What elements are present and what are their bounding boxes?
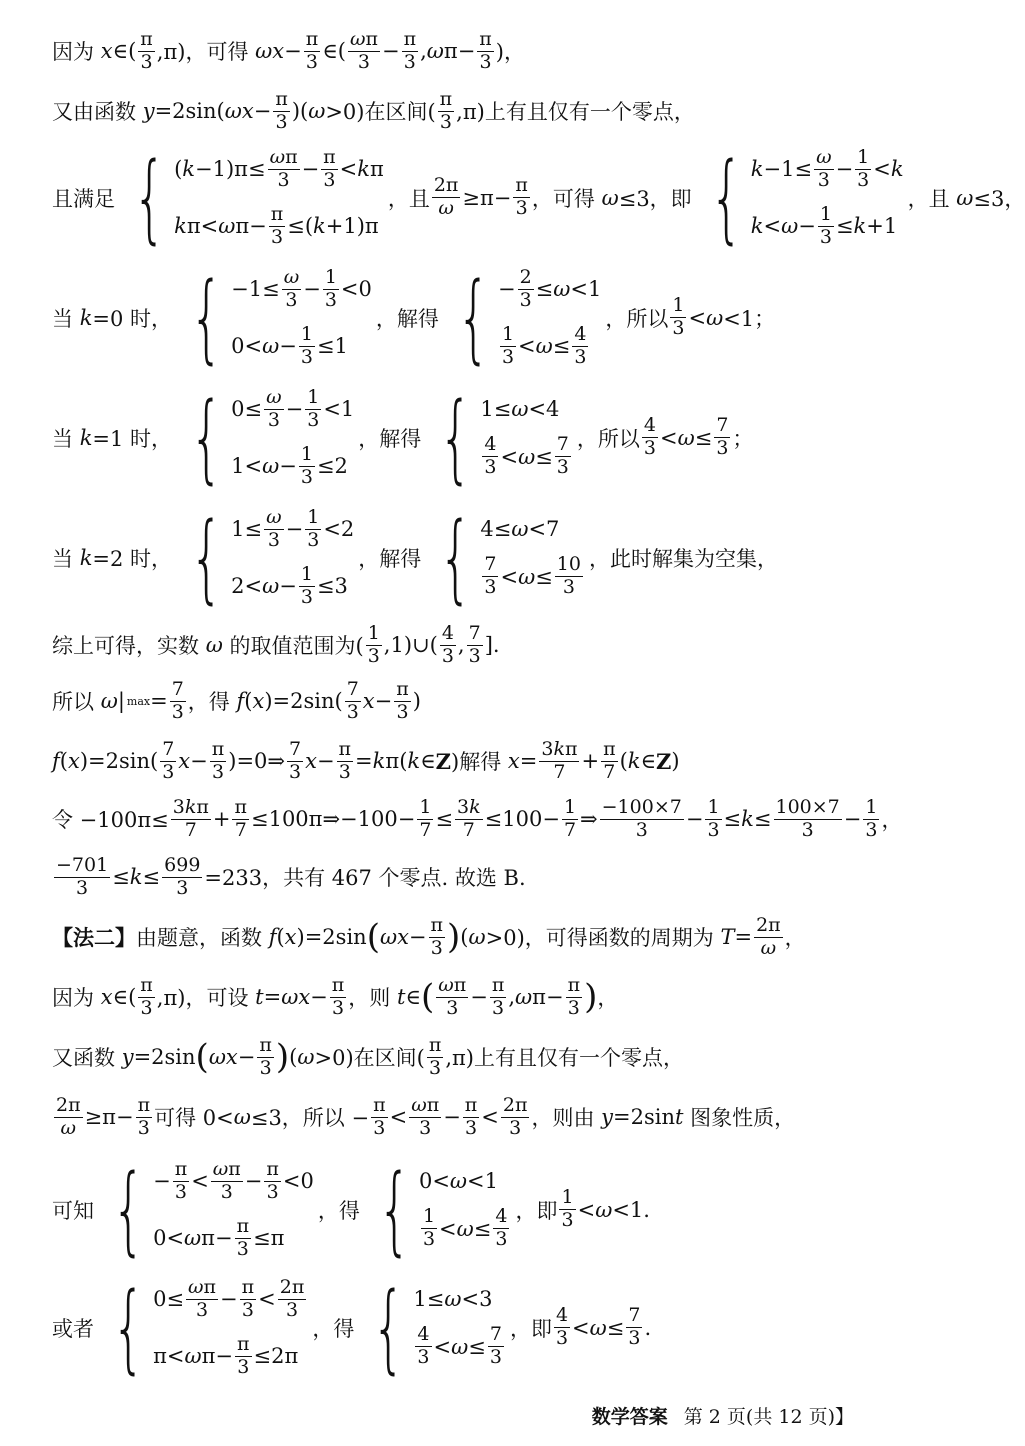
- line-3: 且满足 { ( k −1)π≤ $\frac{\omega\pi}{3}$ − $\frac{\pi}{3}$ < k π k π< ω π− $\frac{\pi}{3}$ ≤( k +1)π ，且 $\frac{2\pi}{\omega}$ ≥π− $\frac{\pi}{3}$ ，可得 ω ≤3，即 { k −1≤ $\frac{\omega}{3}$ − $\frac{1}{3}$ < k k < ω − $\frac{1}{3}$ ≤ k +1 ，且 ω ≤3，: [52, 141, 1025, 254]
- line-10: 令 −100π≤ $\frac{3k\pi}{7}$ + $\frac{\pi}{7}$ ≤100π⇒−100− $\frac{1}{7}$ ≤ $\frac{3k}{7}$ ≤100− $\frac{1}{7}$ ⇒ $\frac{-100\times 7}{3}$ − $\frac{1}{3}$ ≤ k ≤ $\frac{100\times 7}{3}$ − $\frac{1}{3}$ ，: [52, 796, 903, 841]
- line-2: 又由函数 y =2sin( ωx − $\frac{\pi}{3}$ )( ω >0)在区间( $\frac{\pi}{3}$ ,π)上有且仅有一个零点，: [52, 88, 695, 133]
- line-15: $\frac{2\pi}{\omega}$ ≥π− $\frac{\pi}{3}$ 可得 0< ω ≤3，所以 − $\frac{\pi}{3}$ < $\frac{\omega\pi}{3}$ − $\frac{\pi}{3}$ < $\frac{2\pi}{3}$ ，则由 y =2sin t 图象性质，: [56, 1094, 796, 1139]
- line-7: 综上可得，实数 ω 的取值范围为( $\frac{1}{3}$ ,1)∪( $\frac{4}{3}$ , $\frac{7}{3}$ ].: [52, 622, 500, 667]
- footer-subject: 数学答案: [591, 1406, 668, 1428]
- line-11: $\frac{-701}{3}$ ≤ k ≤ $\frac{699}{3}$ =233，共有 467 个零点. 故选 B.: [56, 854, 526, 899]
- line-1: 因为 x ∈( $\frac{\pi}{3}$ ,π)，可得 ωx − $\frac{\pi}{3}$ ∈( $\frac{\omega\pi}{3}$ − $\frac{\pi}{3}$ , ω π− $\frac{\pi}{3}$ )，: [52, 28, 525, 73]
- line-4: 当 k =0 时， { −1≤ $\frac{\omega}{3}$ − $\frac{1}{3}$ <0 0< ω − $\frac{1}{3}$ ≤1 ，解得 { − $\frac{2}{3}$ ≤ ω <1 $\frac{1}{3}$ < ω ≤ $\frac{4}{3}$ ，所以 $\frac{1}{3}$ < ω <1；: [52, 261, 776, 374]
- line-14: 又函数 y =2sin ( ωx − $\frac{\pi}{3}$ ) ( ω >0)在区间( $\frac{\pi}{3}$ ,π)上有且仅有一个零点，: [52, 1034, 684, 1079]
- line-16: 可知 { − $\frac{\pi}{3}$ < $\frac{\omega\pi}{3}$ − $\frac{\pi}{3}$ <0 0< ω π− $\frac{\pi}{3}$ ≤π ，得 { 0< ω <1 $\frac{1}{3}$ < ω ≤ $\frac{4}{3}$ ，即 $\frac{1}{3}$ < ω <1.: [52, 1153, 650, 1266]
- line-17: 或者 { 0≤ $\frac{\omega\pi}{3}$ − $\frac{\pi}{3}$ < $\frac{2\pi}{3}$ π< ω π− $\frac{\pi}{3}$ ≤2π ，得 { 1≤ ω <3 $\frac{4}{3}$ < ω ≤ $\frac{7}{3}$ ，即 $\frac{4}{3}$ < ω ≤ $\frac{7}{3}$ .: [52, 1271, 652, 1384]
- footer-page-number: 第 2 页(共 12 页)】: [683, 1406, 854, 1428]
- line-12: 【法二】 由题意，函数 f ( x )=2sin ( ωx − $\frac{\pi}{3}$ ) ( ω >0)，可得函数的周期为 T = $\frac{2\pi}{\omega}$ ，: [52, 914, 806, 959]
- line-13: 因为 x ∈( $\frac{\pi}{3}$ ,π)，可设 t = ωx − $\frac{\pi}{3}$ ，则 t ∈ ( $\frac{\omega\pi}{3}$ − $\frac{\pi}{3}$ , ω π− $\frac{\pi}{3}$ ) ，: [52, 974, 619, 1019]
- page-footer: [592, 1402, 854, 1429]
- line-8: 所以 ω | max = $\frac{7}{3}$ ，得 f ( x )=2sin( $\frac{7}{3}$ x − $\frac{\pi}{3}$ ): [52, 678, 421, 723]
- line-9: f ( x )=2sin( $\frac{7}{3}$ x − $\frac{\pi}{3}$ )=0⇒ $\frac{7}{3}$ x − $\frac{\pi}{3}$ = k π( k ∈ Z )解得 x = $\frac{3k\pi}{7}$ + $\frac{\pi}{7}$ ( k ∈ Z ): [52, 738, 680, 783]
- line-6: 当 k =2 时， { 1≤ $\frac{\omega}{3}$ − $\frac{1}{3}$ <2 2< ω − $\frac{1}{3}$ ≤3 ，解得 { 4≤ ω <7 $\frac{7}{3}$ < ω ≤ $\frac{10}{3}$ ，此时解集为空集，: [52, 501, 778, 614]
- line-5: 当 k =1 时， { 0≤ $\frac{\omega}{3}$ − $\frac{1}{3}$ <1 1< ω − $\frac{1}{3}$ ≤2 ，解得 { 1≤ ω <4 $\frac{4}{3}$ < ω ≤ $\frac{7}{3}$ ，所以 $\frac{4}{3}$ < ω ≤ $\frac{7}{3}$ ；: [52, 381, 754, 494]
